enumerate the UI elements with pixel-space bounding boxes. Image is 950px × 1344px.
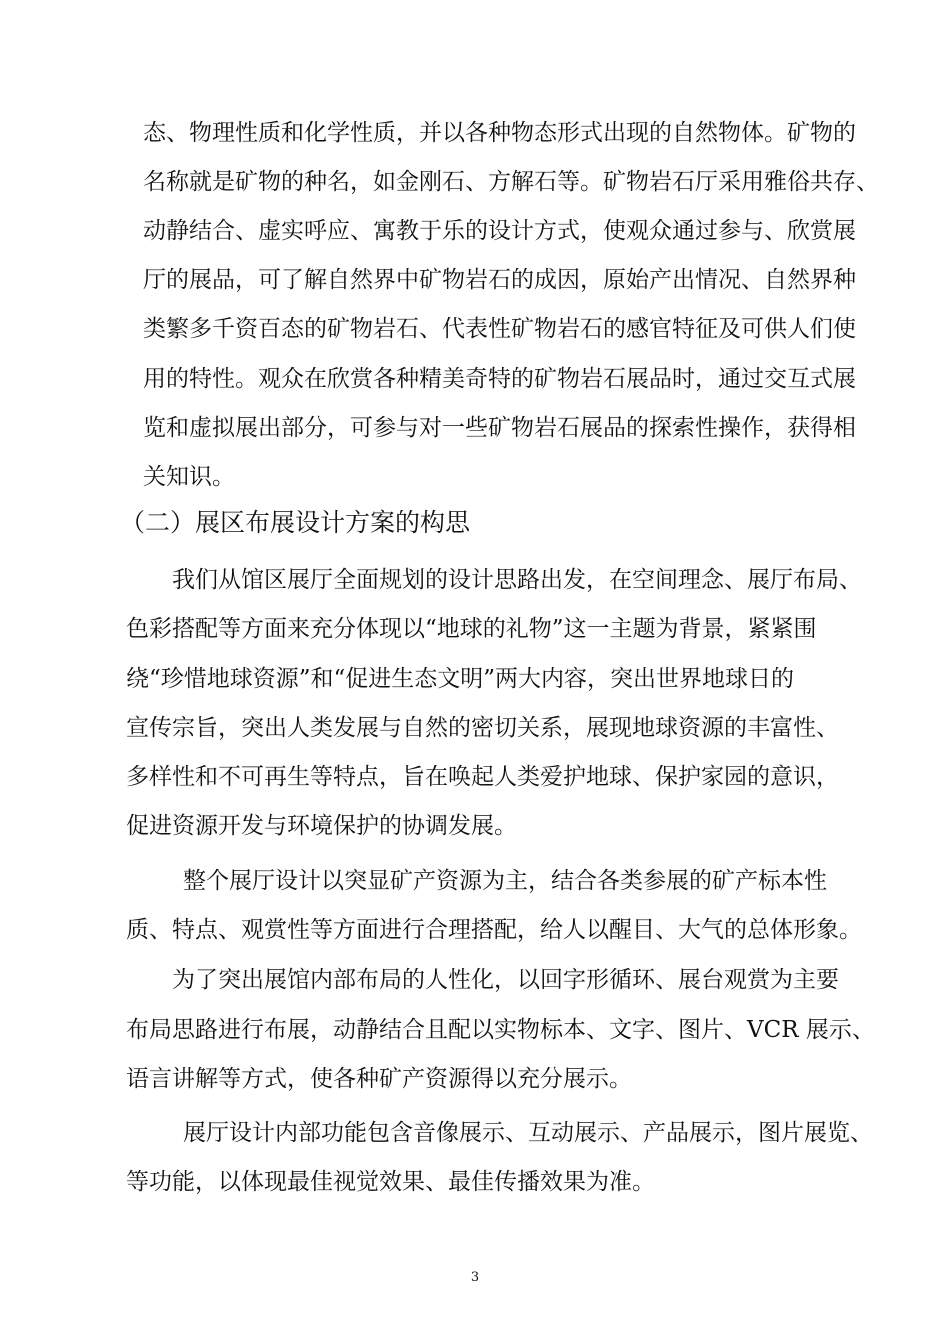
paragraph-4-line: 为了突出展馆内部布局的人性化，以回字形循环、展台观赏为主要 [172,967,839,993]
paragraph-5-line: 等功能，以体现最佳视觉效果、最佳传播效果为准。 [126,1169,655,1195]
paragraph-4-line: 布局思路进行布展，动静结合且配以实物标本、文字、图片、VCR 展示、 [126,1017,875,1043]
paragraph-2-line: 多样性和不可再生等特点，旨在唤起人类爱护地球、保护家园的意识， [126,764,839,790]
paragraph-1-line: 名称就是矿物的种名，如金刚石、方解石等。矿物岩石厅采用雅俗共存、 [143,169,879,195]
page-number: 3 [470,1270,480,1285]
paragraph-2-line: 促进资源开发与环境保护的协调发展。 [126,813,517,839]
paragraph-4-line: 语言讲解等方式，使各种矿产资源得以充分展示。 [126,1066,632,1092]
paragraph-1-line: 关知识。 [143,464,235,490]
paragraph-1-line: 态、物理性质和化学性质，并以各种物态形式出现的自然物体。矿物的 [143,120,856,146]
paragraph-2-line: 绕“珍惜地球资源”和“促进生态文明”两大内容，突出世界地球日的 [126,666,795,692]
paragraph-1-line: 厅的展品，可了解自然界中矿物岩石的成因，原始产出情况、自然界种 [143,267,856,293]
paragraph-1-line: 用的特性。观众在欣赏各种精美奇特的矿物岩石展品时，通过交互式展 [143,366,856,392]
paragraph-1-line: 览和虚拟展出部分，可参与对一些矿物岩石展品的探索性操作，获得相 [143,415,856,441]
paragraph-1-line: 动静结合、虚实呼应、寓教于乐的设计方式，使观众通过参与、欣赏展 [143,218,856,244]
section-heading: （二）展区布展设计方案的构思 [120,508,471,537]
paragraph-3-line: 整个展厅设计以突显矿产资源为主，结合各类参展的矿产标本性 [183,868,827,894]
paragraph-2-line: 色彩搭配等方面来充分体现以“地球的礼物”这一主题为背景，紧紧围 [126,616,817,642]
paragraph-5-line: 展厅设计内部功能包含音像展示、互动展示、产品展示，图片展览、 [183,1120,873,1146]
paragraph-1-line: 类繁多千资百态的矿物岩石、代表性矿物岩石的感官特征及可供人们使 [143,316,856,342]
paragraph-2-line: 宣传宗旨，突出人类发展与自然的密切关系，展现地球资源的丰富性、 [126,715,839,741]
paragraph-2-line: 我们从馆区展厅全面规划的设计思路出发，在空间理念、展厅布局、 [172,567,862,593]
paragraph-3-line: 质、特点、观赏性等方面进行合理搭配，给人以醒目、大气的总体形象。 [126,917,862,943]
